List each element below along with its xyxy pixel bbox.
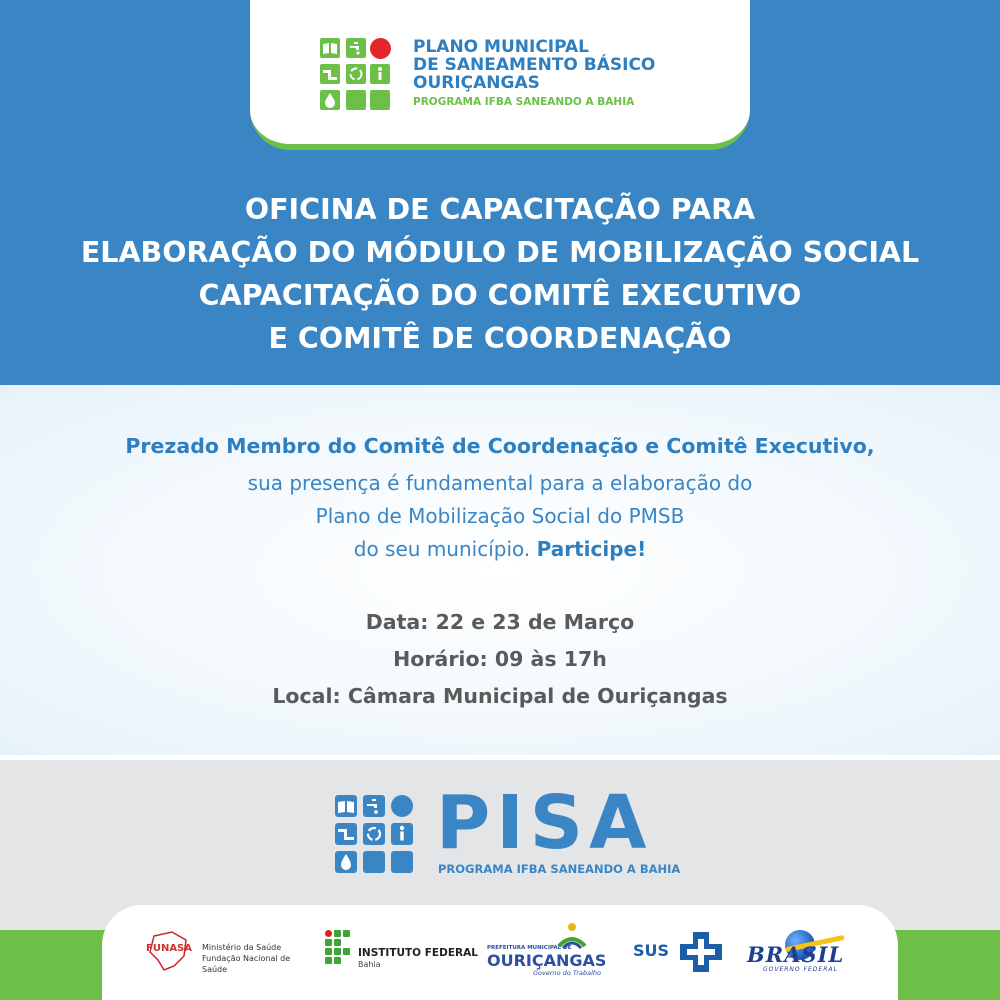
square-icon xyxy=(370,90,390,110)
drop-icon xyxy=(320,90,340,110)
ifba-grid-icon xyxy=(325,930,351,966)
faucet-icon xyxy=(346,38,366,58)
event-location: Local: Câmara Municipal de Ouriçangas xyxy=(272,684,728,708)
event-date: Data: 22 e 23 de Março xyxy=(365,610,635,634)
pipe-icon xyxy=(320,64,340,84)
invitation-line-prefix: do seu município. xyxy=(353,537,531,561)
info-icon xyxy=(391,823,413,845)
recycle-icon xyxy=(363,823,385,845)
pisa-brand: PISA xyxy=(436,780,653,866)
square-icon xyxy=(391,851,413,873)
prefeitura-logo xyxy=(487,922,607,977)
funasa-logo xyxy=(146,930,296,975)
event-details xyxy=(0,604,1000,715)
funasa-brand: FUNASA xyxy=(146,943,193,954)
sus-brand: SUS xyxy=(633,941,670,960)
book-icon xyxy=(320,38,340,58)
headline-line: E COMITÊ DE COORDENAÇÃO xyxy=(268,322,732,355)
book-icon xyxy=(335,795,357,817)
invitation-line: sua presença é fundamental para a elaboração do xyxy=(247,471,753,495)
pisa-subtitle: PROGRAMA IFBA SANEANDO A BAHIA xyxy=(438,862,681,876)
program-subtitle: PROGRAMA IFBA SANEANDO A BAHIA xyxy=(413,96,635,108)
program-title-line: DE SANEAMENTO BÁSICO xyxy=(413,55,656,75)
invitation-salutation: Prezado Membro do Comitê de Coordenação e Comitê Executivo, xyxy=(125,434,875,458)
program-title-line: OURIÇANGAS xyxy=(413,73,540,93)
brasil-logo xyxy=(745,928,857,978)
event-time: Horário: 09 às 17h xyxy=(393,647,607,671)
drop-icon xyxy=(335,851,357,873)
prefeitura-gov: Governo do Trabalho xyxy=(533,969,601,977)
red-circle-icon xyxy=(370,38,391,59)
square-icon xyxy=(346,90,366,110)
headline-line: CAPACITAÇÃO DO COMITÊ EXECUTIVO xyxy=(198,279,802,312)
recycle-icon xyxy=(346,64,366,84)
brasil-brand: BRASIL xyxy=(747,942,845,967)
invitation-line: Plano de Mobilização Social do PMSB xyxy=(315,504,685,528)
ifba-state: Bahia xyxy=(358,960,381,969)
square-icon xyxy=(363,851,385,873)
funasa-line: Ministério da Saúde xyxy=(202,943,282,952)
pisa-logo-icon xyxy=(335,795,415,875)
program-logo-icon xyxy=(320,38,392,110)
funasa-line: Fundação Nacional de Saúde xyxy=(202,954,291,974)
faucet-icon xyxy=(363,795,385,817)
pipe-icon xyxy=(335,823,357,845)
ifba-logo xyxy=(325,930,478,975)
invitation-line-last xyxy=(0,533,1000,566)
headline-line: ELABORAÇÃO DO MÓDULO DE MOBILIZAÇÃO SOCIAL xyxy=(80,236,920,269)
participate-call: Participe! xyxy=(536,537,647,561)
ifba-name: INSTITUTO FEDERAL xyxy=(358,947,478,959)
brasil-gov: GOVERNO FEDERAL xyxy=(763,966,838,973)
program-title xyxy=(413,38,655,92)
circle-icon xyxy=(391,795,413,817)
sus-cross-icon xyxy=(678,930,724,974)
program-title-line: PLANO MUNICIPAL xyxy=(413,37,590,57)
prefeitura-top: PREFEITURA MUNICIPAL DE xyxy=(487,945,572,951)
invitation-body xyxy=(0,467,1000,566)
headline-line: OFICINA DE CAPACITAÇÃO PARA xyxy=(244,193,756,226)
program-logo-card xyxy=(250,0,750,150)
funasa-text xyxy=(202,942,296,975)
prefeitura-name: OURIÇANGAS xyxy=(487,951,607,970)
event-headline xyxy=(0,188,1000,360)
sus-logo xyxy=(633,930,728,975)
info-icon xyxy=(370,64,390,84)
